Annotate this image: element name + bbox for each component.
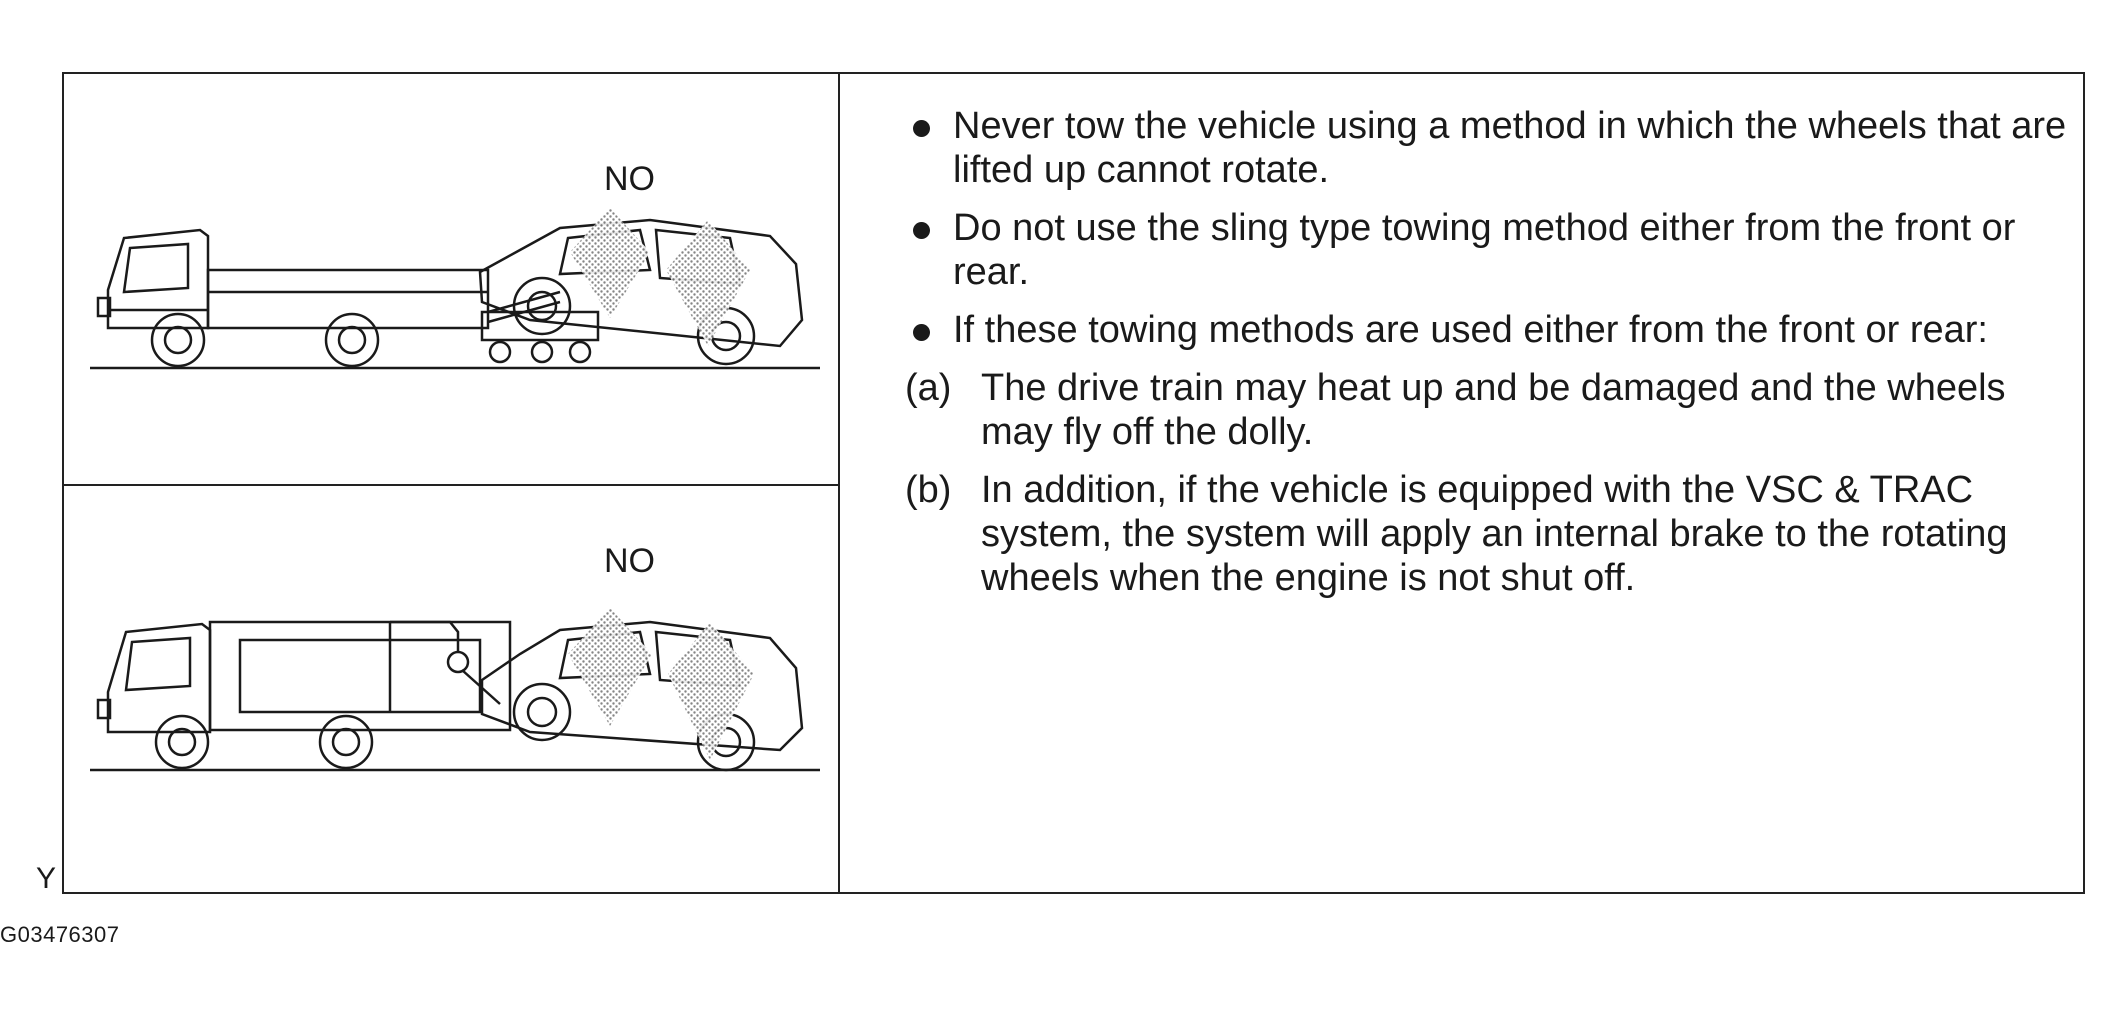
figure-id: G03476307 [0,922,120,947]
no-label-top: NO [604,160,655,198]
bullet-text: If these towing methods are used either from the front or rear: [953,309,1988,351]
bullet-dot-icon [913,120,930,137]
sub-item-marker: (a) [905,367,952,409]
sub-item-text: The drive train may heat up and be damaged and the wheels may fly off the dolly. [981,367,2006,453]
bullet-text: Never tow the vehicle using a method in which the wheels that are lifted up cannot rotate. [953,105,2067,191]
instruction-text [905,104,2075,614]
bullet-item [905,104,2075,192]
sub-item-text: In addition, if the vehicle is equipped with the VSC & TRAC system, the system will apply an internal brake to the rotating wheels when the engine is not shut off. [981,469,2008,599]
bullet-item [905,308,2075,352]
bullet-text: Do not use the sling type towing method either from the front or rear. [953,207,2016,293]
sling-tow-truck-icon [90,582,830,782]
bullet-item [905,206,2075,294]
bullet-dot-icon [913,324,930,341]
sub-item-marker: (b) [905,469,952,511]
sub-item [905,468,2075,600]
column-divider [838,72,840,894]
tow-truck-dolly-icon [90,200,830,400]
corner-mark: Y [36,862,57,895]
panel-divider [62,484,840,486]
no-label-bottom: NO [604,542,655,580]
bullet-dot-icon [913,222,930,239]
sub-item [905,366,2075,454]
